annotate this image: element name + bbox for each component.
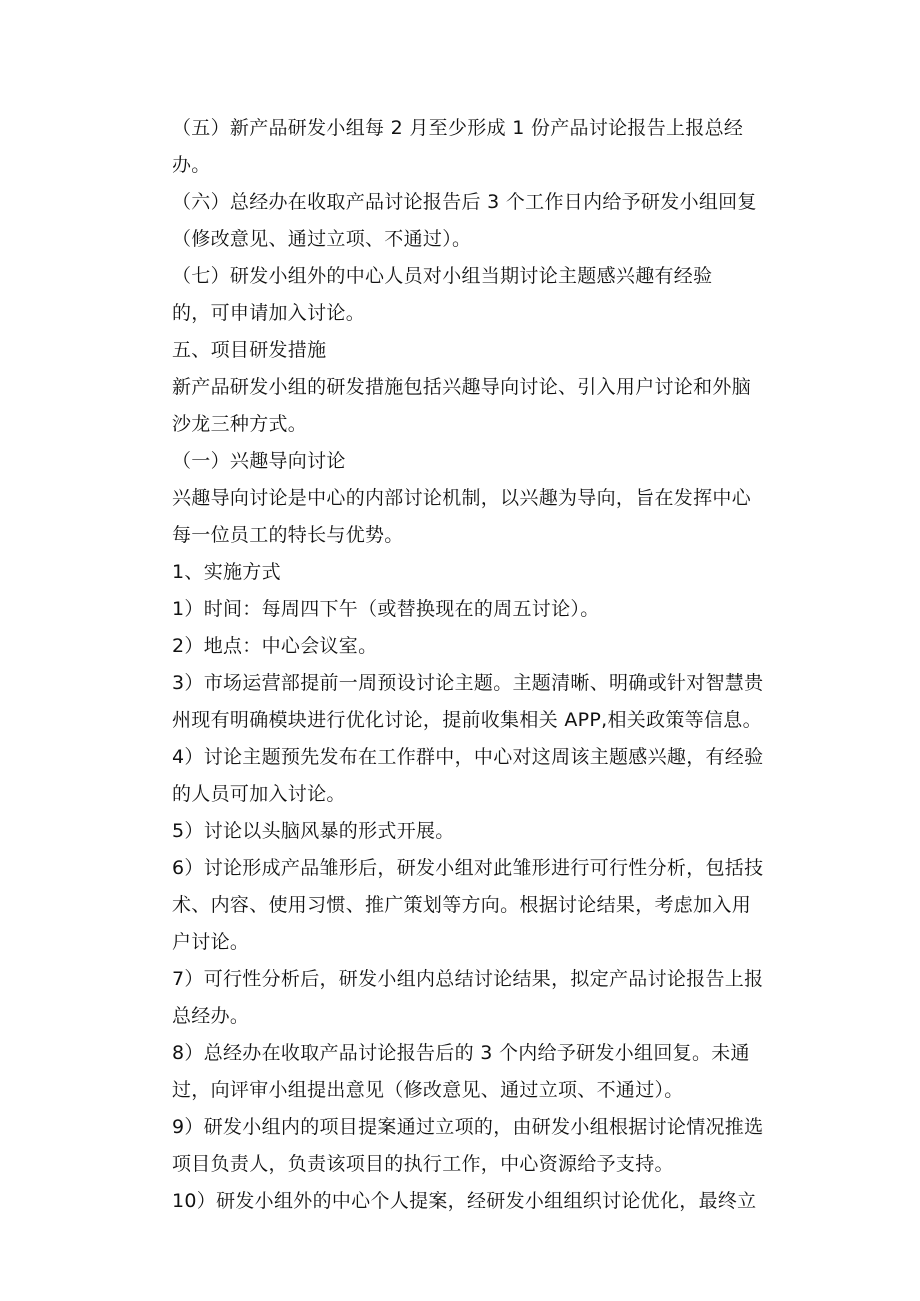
document-body: [172, 110, 812, 1220]
text-line: 新产品研发小组的研发措施包括兴趣导向讨论、引入用户讨论和外脑: [172, 376, 752, 398]
text-line: 6）讨论形成产品雏形后，研发小组对此雏形进行可行性分析，包括技: [172, 857, 764, 879]
text-line: 3）市场运营部提前一周预设讨论主题。主题清晰、明确或针对智慧贵: [172, 672, 764, 694]
text-line: 项目负责人，负责该项目的执行工作，中心资源给予支持。: [172, 1153, 674, 1175]
text-line: （五）新产品研发小组每 2 月至少形成 1 份产品讨论报告上报总经: [172, 117, 744, 139]
text-line: 每一位员工的特长与优势。: [172, 524, 404, 546]
text-line: 8）总经办在收取产品讨论报告后的 3 个内给予研发小组回复。未通: [172, 1042, 750, 1064]
text-line: 州现有明确模块进行优化讨论，提前收集相关 APP,相关政策等信息。: [172, 709, 762, 731]
text-line: 沙龙三种方式。: [172, 413, 308, 435]
text-line: 户讨论。: [172, 931, 250, 953]
text-line: 7）可行性分析后，研发小组内总结讨论结果，拟定产品讨论报告上报: [172, 968, 764, 990]
text-line: 术、内容、使用习惯、推广策划等方向。根据讨论结果，考虑加入用: [172, 894, 752, 916]
text-line: 总经办。: [172, 1005, 250, 1027]
text-line: （七）研发小组外的中心人员对小组当期讨论主题感兴趣有经验: [172, 265, 713, 287]
text-line: （六）总经办在收取产品讨论报告后 3 个工作日内给予研发小组回复: [172, 191, 757, 213]
text-line: 办。: [172, 154, 211, 176]
text-line: 过，向评审小组提出意见（修改意见、通过立项、不通过）。: [172, 1079, 684, 1101]
section-heading: 五、项目研发措施: [172, 339, 327, 361]
text-line: 兴趣导向讨论是中心的内部讨论机制，以兴趣为导向，旨在发挥中心: [172, 487, 752, 509]
text-line: 5）讨论以头脑风暴的形式开展。: [172, 820, 455, 842]
text-line: 2）地点：中心会议室。: [172, 635, 378, 657]
text-line: 4）讨论主题预先发布在工作群中，中心对这周该主题感兴趣，有经验: [172, 746, 764, 768]
text-line: 的人员可加入讨论。: [172, 783, 346, 805]
subsection-heading: 1、实施方式: [172, 561, 281, 583]
text-line: 的，可申请加入讨论。: [172, 302, 366, 324]
text-line: （修改意见、通过立项、不通过）。: [172, 228, 472, 250]
text-line: 10）研发小组外的中心个人提案，经研发小组组织讨论优化，最终立: [172, 1190, 757, 1212]
text-line: 9）研发小组内的项目提案通过立项的，由研发小组根据讨论情况推选: [172, 1116, 764, 1138]
subsection-heading: （一）兴趣导向讨论: [172, 450, 346, 472]
text-line: 1）时间：每周四下午（或替换现在的周五讨论）。: [172, 598, 600, 620]
